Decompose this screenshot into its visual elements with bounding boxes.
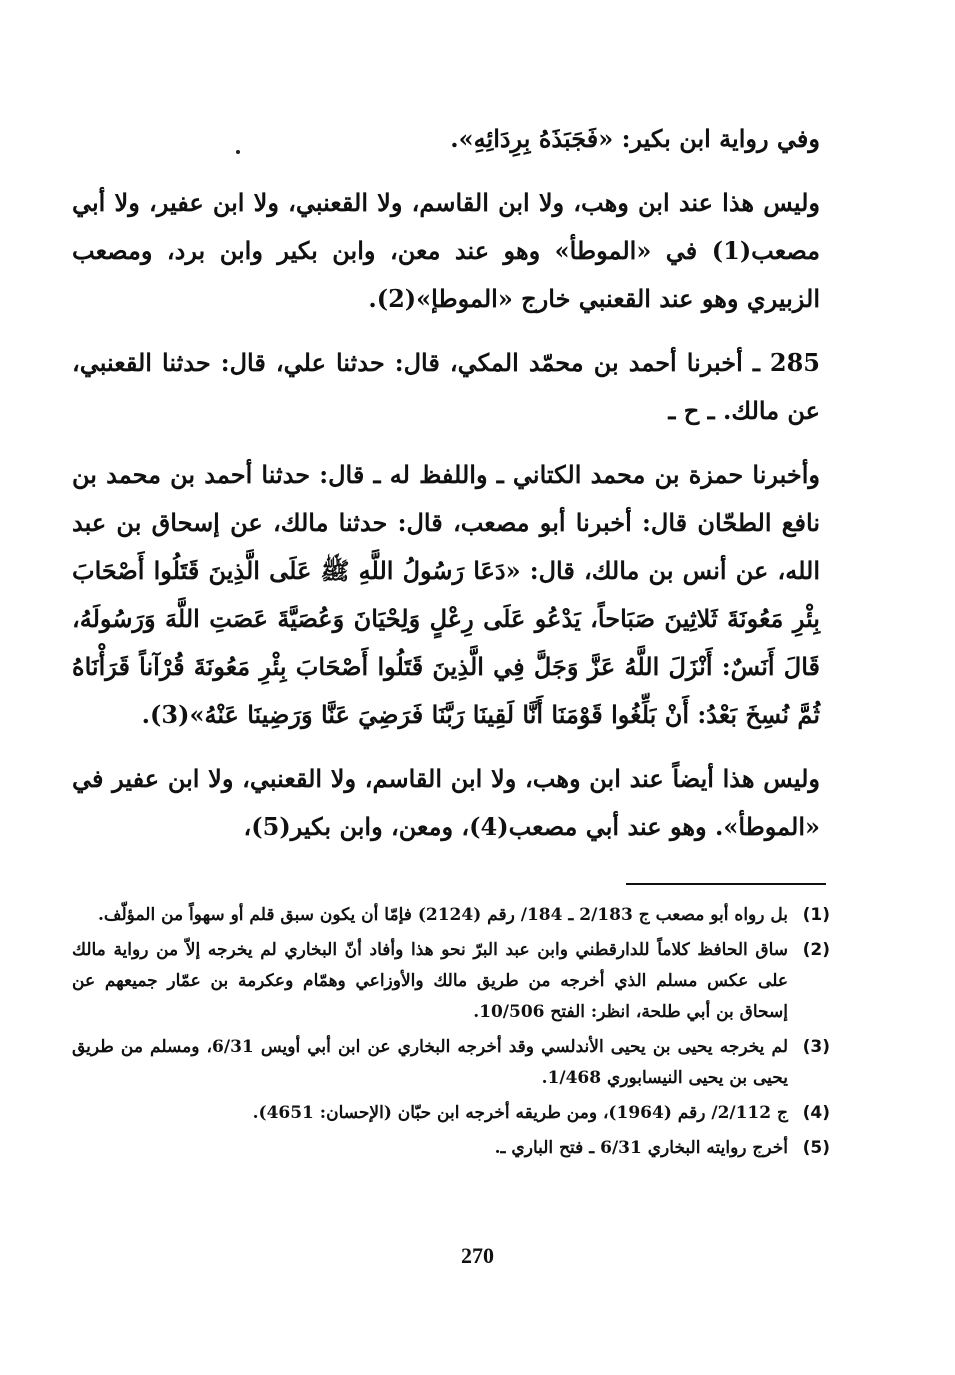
paragraph-1: وفي رواية ابن بكير: «فَجَبَذَهُ بِرِدَائِهِ».: [450, 124, 820, 153]
paragraph-4: وأخبرنا حمزة بن محمد الكتاني ـ واللفظ له ـ قال: حدثنا أحمد بن محمد بن نافع الطحّان قال: أخبرنا أبو مصعب، قال: حدثنا مالك، عن إسحاق بن عبد الله، عن أنس بن مالك، قال: «دَعَا رَسُولُ اللَّهِ ﷺ عَلَى الَّذِينَ قَتَلُوا أَصْحَابَ بِئْرِ مَعُونَةَ ثَلاثِينَ صَبَاحاً، يَدْعُو عَلَى رِعْلٍ وَلِحْيَانَ وَعُصَيَّةَ عَصَتِ اللَّهَ وَرَسُولَهُ، قَالَ أَنَسٌ: أَنْزَلَ اللَّهُ عَزَّ وَجَلَّ فِي الَّذِينَ قَتَلُوا أَصْحَابَ بِئْرِ مَعُونَةَ قُرْآناً قَرَأْنَاهُ ثُمَّ نُسِخَ بَعْدُ: أَنْ بَلِّغُوا قَوْمَنَا أَنَّا لَقِينَا رَبَّنَا فَرَضِيَ عَنَّا وَرَضِينَا عَنْهُ»(3).: [72, 460, 820, 729]
page-number: 270: [461, 1243, 494, 1268]
footnote-text: ج 2/112/ رقم (1964)، ومن طريقه أخرجه ابن حبّان (الإحسان: 4651).: [252, 1103, 788, 1123]
paragraph-5: وليس هذا أيضاً عند ابن وهب، ولا ابن القاسم، ولا القعنبي، ولا ابن عفير في «الموطأ». وهو عند أبي مصعب(4)، ومعن، وابن بكير(5)،: [72, 764, 820, 841]
footnotes: [72, 900, 830, 1168]
footnote-2: [72, 935, 830, 1028]
paragraph-3-text: ـ أخبرنا أحمد بن محمّد المكي، قال: حدثنا علي، قال: حدثنا القعنبي، عن مالك. ـ ح ـ: [72, 348, 820, 425]
footnote-number: (1): [802, 905, 830, 925]
footnote-1: [72, 900, 830, 931]
footnote-number: (3): [802, 1037, 830, 1057]
footnote-number: (4): [802, 1103, 830, 1123]
footnote-3: [72, 1032, 830, 1094]
footnote-4: [72, 1098, 830, 1129]
footnote-number: (2): [802, 940, 830, 960]
hadith-number: 285: [769, 348, 820, 377]
paragraph-2: وليس هذا عند ابن وهب، ولا ابن القاسم، ولا القعنبي، ولا ابن عفير، ولا أبي مصعب(1) في «الموطأ» وهو عند معن، وابن بكير وابن برد، ومصعب الزبيري وهو عند القعنبي خارج «الموطإ»(2).: [72, 188, 820, 313]
footnote-number: (5): [802, 1138, 830, 1158]
footnote-separator: [626, 883, 826, 885]
footnote-text: أخرج روايته البخاري 6/31 ـ فتح الباري ـ.: [494, 1138, 788, 1158]
main-text: [72, 115, 820, 851]
footnote-5: [72, 1133, 830, 1164]
footnote-text: ساق الحافظ كلاماً للدارقطني وابن عبد البرّ نحو هذا وأفاد أنّ البخاري لم يخرجه إلاّ من رواية مالك على عكس مسلم الذي أخرجه من طريق مالك والأوزاعي وهمّام وعكرمة بن عمّار جميعهم عن إسحاق بن أبي طلحة، انظر: الفتح 10/506.: [72, 940, 788, 1022]
paragraph-3: [72, 339, 820, 435]
footnote-text: بل رواه أبو مصعب ج 2/183 ـ 184/ رقم (2124) فإمّا أن يكون سبق قلم أو سهواً من المؤلّف.: [97, 905, 788, 925]
footnote-text: لم يخرجه يحيى بن يحيى الأندلسي وقد أخرجه البخاري عن ابن أبي أويس 6/31، ومسلم من طريق يحيى بن يحيى النيسابوري 1/468.: [72, 1037, 788, 1088]
